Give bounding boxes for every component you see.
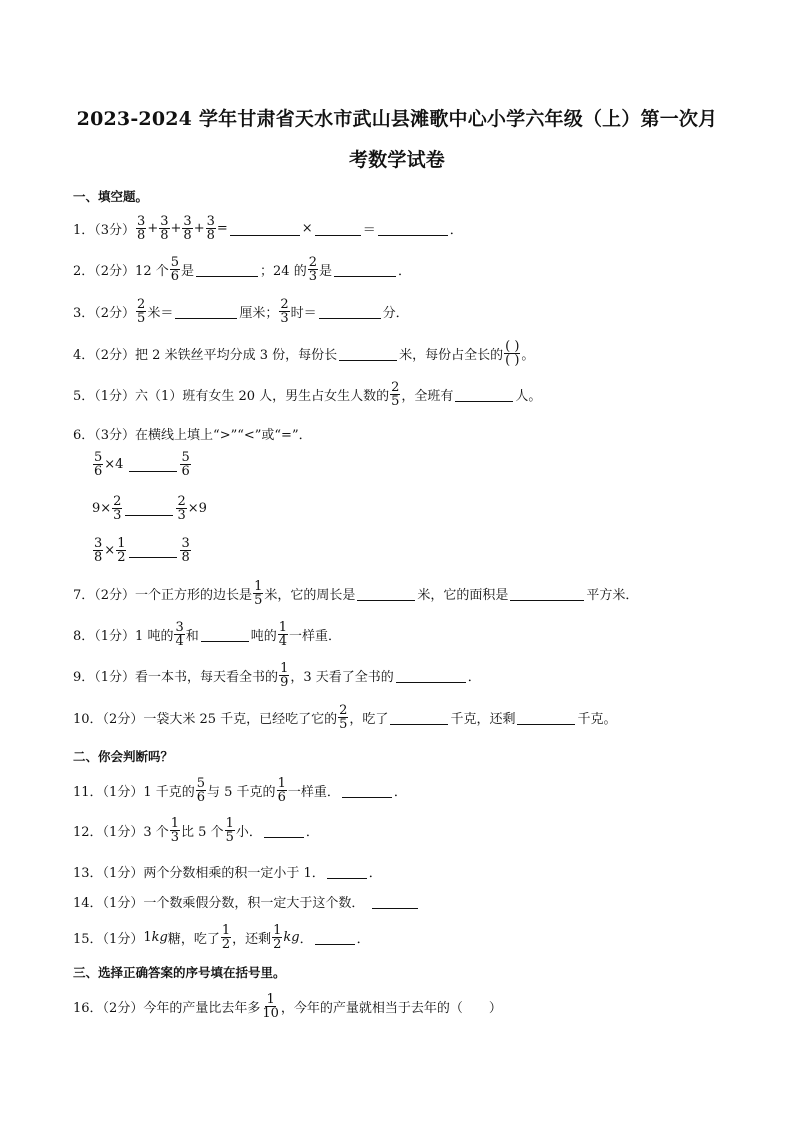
operator: × — [104, 543, 116, 558]
fraction: $\frac{1}{5}$ — [225, 816, 234, 845]
comparison-row-1 — [92, 451, 192, 478]
answer-blank[interactable] — [334, 262, 396, 277]
question-8 — [73, 621, 341, 648]
punctuation: ． — [368, 866, 382, 881]
question-text: 米，每份占全长的 — [399, 348, 504, 363]
answer-blank[interactable] — [125, 501, 173, 516]
comparison-row-2 — [92, 495, 207, 522]
fraction: $\frac{2}{5}$ — [137, 297, 146, 326]
answer-blank[interactable] — [396, 668, 466, 683]
question-text: 小． — [235, 825, 262, 840]
answer-blank[interactable] — [510, 586, 584, 601]
fraction: $\frac{1}{6}$ — [277, 776, 286, 805]
question-number: 9．（1分） — [73, 670, 136, 685]
question-2 — [73, 256, 411, 283]
answer-blank[interactable] — [315, 930, 355, 945]
question-text: 平方米． — [586, 588, 639, 603]
fraction: $\frac{2}{3}$ — [113, 494, 122, 523]
question-text: 3 个 — [143, 825, 169, 840]
question-text: 和 — [185, 629, 199, 644]
fraction: $\frac{3}{8}$ — [137, 214, 146, 243]
question-number: 4．（2分） — [73, 348, 136, 363]
fraction: $\frac{2}{3}$ — [308, 255, 317, 284]
question-10 — [73, 704, 616, 731]
question-13 — [73, 862, 382, 881]
answer-blank[interactable] — [230, 221, 300, 236]
section-heading-fill-blank: 一、填空题。 — [73, 189, 149, 204]
question-text: 与 5 千克的 — [207, 785, 276, 800]
punctuation: ． — [398, 264, 412, 279]
fraction: $\frac{1}{9}$ — [280, 661, 289, 690]
answer-blank[interactable] — [129, 543, 177, 558]
punctuation: ． — [356, 932, 370, 947]
question-3 — [73, 298, 409, 325]
question-number: 7．（2分） — [73, 588, 136, 603]
question-number: 8．（1分） — [73, 629, 136, 644]
operator: 9× — [92, 501, 112, 516]
question-text: 吨的 — [250, 629, 277, 644]
question-9 — [73, 662, 481, 689]
times-sign: × — [301, 221, 313, 236]
plus-sign: + — [147, 221, 159, 236]
page-title: 2023-2024 学年甘肃省天水市武山县滩歌中心小学六年级（上）第一次月 — [76, 108, 718, 130]
fraction: $\frac{3}{8}$ — [181, 536, 190, 565]
fraction-blank[interactable]: $\frac{( )}{( )}$ — [505, 339, 520, 368]
unit-kg: kg — [151, 930, 168, 945]
answer-blank[interactable] — [129, 457, 177, 472]
answer-blank[interactable] — [196, 262, 258, 277]
equals-sign: ＝ — [362, 223, 376, 238]
question-text: 两个分数相乘的积一定小于 1． — [143, 866, 325, 881]
question-text: ，吃了 — [349, 712, 389, 727]
fraction: $\frac{3}{8}$ — [94, 536, 103, 565]
question-text: ；24 的 — [260, 264, 307, 279]
question-6 — [73, 424, 312, 443]
answer-blank[interactable] — [327, 864, 367, 879]
question-text: ，3 天看了全书的 — [290, 670, 394, 685]
question-text: ，全班有 — [401, 389, 454, 404]
fraction: $\frac{1}{3}$ — [170, 816, 180, 845]
question-text: 1 千克的 — [143, 785, 195, 800]
question-text: 米＝ — [147, 306, 174, 321]
question-number: 10．（2分） — [73, 712, 144, 727]
answer-blank[interactable] — [315, 221, 361, 236]
question-text: 看一本书，每天看全书的 — [135, 670, 279, 685]
comparison-row-3 — [92, 537, 192, 564]
fraction: $\frac{3}{4}$ — [175, 620, 184, 649]
question-text: ，还剩 — [232, 932, 272, 947]
fraction: $\frac{5}{6}$ — [181, 450, 190, 479]
punctuation: ． — [305, 825, 319, 840]
fraction: $\frac{2}{3}$ — [280, 297, 289, 326]
question-text: 六（1）班有女生 20 人，男生占女生人数的 — [135, 389, 390, 404]
question-text: 千克。 — [577, 712, 617, 727]
question-number: 15．（1分） — [73, 932, 144, 947]
plus-sign: + — [193, 221, 205, 236]
question-text: 一个数乘假分数，积一定大于这个数． — [143, 896, 365, 911]
question-text: 一样重． — [287, 785, 340, 800]
page-title-line2: 考数学试卷 — [348, 149, 445, 171]
question-text: 米，它的周长是 — [264, 588, 356, 603]
question-text: 是 — [319, 264, 333, 279]
question-number: 1．（3分） — [73, 223, 136, 238]
question-11 — [73, 777, 407, 804]
question-4 — [73, 340, 534, 367]
fraction: $\frac{2}{3}$ — [177, 494, 186, 523]
section-heading-multiple-choice: 三、选择正确答案的序号填在括号里。 — [73, 965, 286, 980]
fraction: $\frac{3}{8}$ — [160, 214, 169, 243]
question-text: 1 — [143, 930, 152, 945]
question-text: 糖，吃了 — [167, 932, 220, 947]
answer-blank[interactable] — [339, 346, 397, 361]
question-1 — [73, 215, 463, 242]
question-5 — [73, 381, 541, 408]
question-text: 厘米； — [239, 306, 279, 321]
question-number: 6．（3分） — [73, 428, 136, 443]
question-text: 千克，还剩 — [450, 712, 516, 727]
question-text: 今年的产量比去年多 — [143, 1001, 261, 1016]
answer-blank[interactable] — [517, 710, 575, 725]
fraction: $\frac{3}{8}$ — [206, 214, 215, 243]
answer-blank[interactable] — [378, 221, 448, 236]
fraction: $\frac{1}{2}$ — [221, 923, 231, 952]
question-7 — [73, 580, 638, 607]
punctuation: ． — [467, 670, 481, 685]
question-text: 一个正方形的边长是 — [135, 588, 253, 603]
question-number: 2．（2分） — [73, 264, 136, 279]
fraction: $\frac{5}{6}$ — [196, 776, 206, 805]
operator: ×4 — [104, 457, 124, 472]
answer-blank[interactable] — [455, 387, 513, 402]
punctuation: ． — [393, 785, 407, 800]
fraction: $\frac{1}{2}$ — [117, 536, 126, 565]
answer-blank[interactable] — [357, 586, 415, 601]
fraction: $\frac{5}{6}$ — [94, 450, 103, 479]
fraction: $\frac{3}{8}$ — [183, 214, 192, 243]
plus-sign: + — [170, 221, 182, 236]
question-text: 人。 — [515, 389, 542, 404]
question-14 — [73, 892, 420, 911]
equals-sign: = — [216, 221, 228, 236]
answer-blank[interactable] — [319, 304, 381, 319]
question-15 — [73, 924, 370, 951]
question-number: 14．（1分） — [73, 896, 144, 911]
fraction: $\frac{1}{2}$ — [273, 923, 282, 952]
question-number: 11．（1分） — [73, 785, 144, 800]
question-text: 比 5 个 — [181, 825, 224, 840]
question-number: 5．（1分） — [73, 389, 136, 404]
question-number: 16．（2分） — [73, 1001, 144, 1016]
answer-blank[interactable] — [372, 894, 418, 909]
question-text: 时＝ — [290, 306, 317, 321]
question-text: 把 2 米铁丝平均分成 3 份，每份长 — [135, 348, 338, 363]
question-text: 米，它的面积是 — [417, 588, 509, 603]
question-number: 3．（2分） — [73, 306, 136, 321]
question-text: 一袋大米 25 千克，已经吃了它的 — [143, 712, 338, 727]
question-number: 12．（1分） — [73, 825, 144, 840]
operator: ×9 — [187, 501, 207, 516]
question-text: 分． — [382, 306, 409, 321]
section-heading-true-false: 二、你会判断吗？ — [73, 749, 174, 764]
answer-blank[interactable] — [342, 783, 392, 798]
punctuation: ． — [449, 223, 463, 238]
question-text: 1 吨的 — [135, 629, 174, 644]
fraction: $\frac{5}{6}$ — [170, 255, 180, 284]
fraction: $\frac{2}{5}$ — [391, 380, 400, 409]
unit-kg: kg — [283, 930, 300, 945]
question-16 — [73, 993, 502, 1020]
question-text: ． — [299, 932, 313, 947]
question-text[interactable]: ，今年的产量就相当于去年的（ ） — [280, 1001, 502, 1016]
answer-blank[interactable] — [264, 823, 304, 838]
question-text: 是 — [181, 264, 195, 279]
question-text: 一样重． — [289, 629, 342, 644]
fraction: $\frac{1}{4}$ — [278, 620, 288, 649]
punctuation: 。 — [521, 348, 535, 363]
answer-blank[interactable] — [175, 304, 237, 319]
fraction: $\frac{2}{5}$ — [339, 703, 348, 732]
fraction: $\frac{1}{5}$ — [254, 579, 263, 608]
question-text: 在横线上填上“>”“<”或“=”． — [135, 428, 312, 443]
answer-blank[interactable] — [390, 710, 448, 725]
fraction: $\frac{1}{10}$ — [262, 992, 279, 1021]
question-12 — [73, 817, 319, 844]
question-text: 12 个 — [135, 264, 169, 279]
question-number: 13．（1分） — [73, 866, 144, 881]
answer-blank[interactable] — [201, 627, 249, 642]
